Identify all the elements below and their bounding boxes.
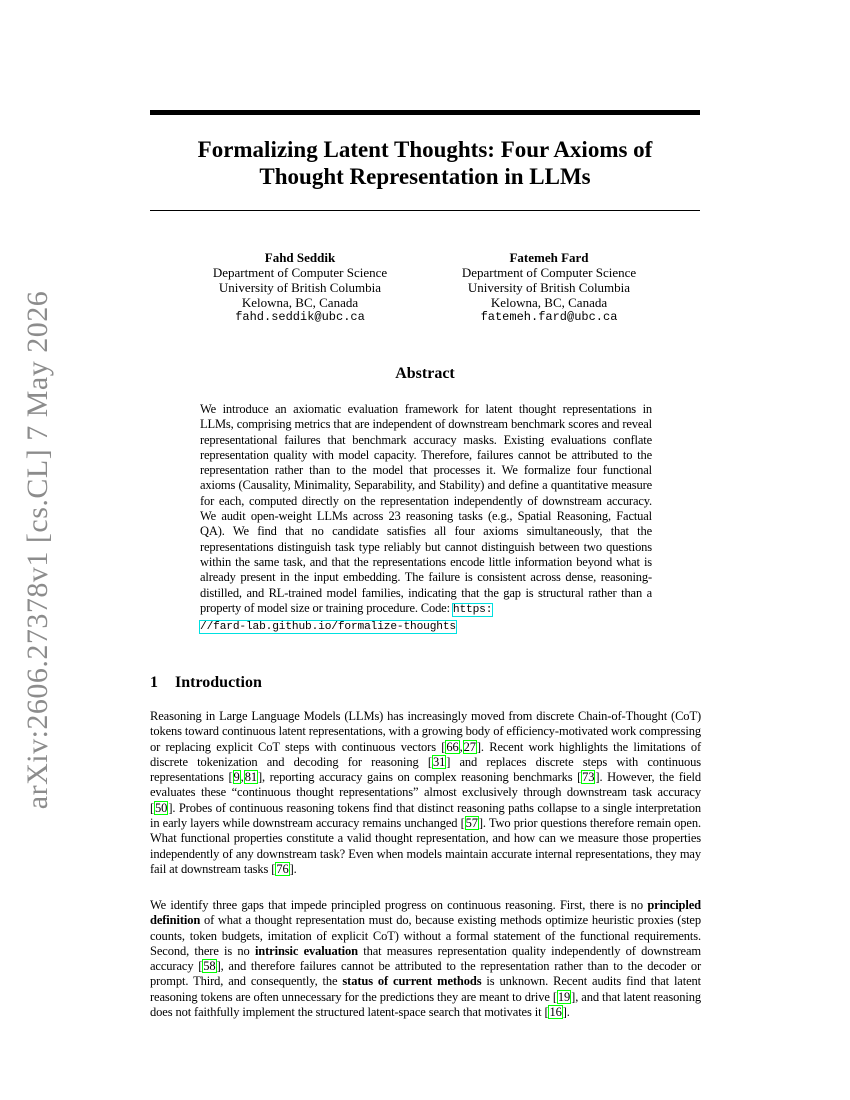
abstract-heading: Abstract [395, 365, 455, 382]
author-name: Fahd Seddik [264, 250, 336, 265]
text-run: and replaces discrete steps with continuous representations [150, 754, 701, 785]
title-line-1: Formalizing Latent Thoughts: Four Axioms of [197, 137, 653, 162]
text-run: We identify three gaps that impede principled progress on continuous reasoning. First, there is no [150, 898, 648, 912]
citation-link[interactable]: 19 [557, 989, 571, 1004]
citation-link[interactable]: 57 [465, 816, 478, 831]
text-run: . However, the field evaluates these “continuous thought representations” almost exclusively through downstream task accuracy [150, 770, 702, 800]
citation-link[interactable]: 73 [582, 770, 595, 785]
text-run: , and that latent reasoning does not faithfully implement the structured latent-space search that motivates it [150, 989, 701, 1020]
text-run: . [566, 1005, 570, 1020]
title-rule-top [150, 110, 700, 115]
code-link-part-1: https: [452, 603, 493, 616]
text-run: , and therefore failures cannot be attributed to the representation rather than to the decoder or prompt. Third, and consequently, the [150, 959, 701, 989]
abstract-text: We introduce an axiomatic evaluation framework for latent thought representations in LLMs, comprising metrics that are independent of downstream benchmark scores and reveal representational failures that benchmark accuracy masks. Existing evaluations conflate representation quality with model capacity. Therefore, failures cannot be attributed to the representation rather than to the model that processes it. We formalize four functional axioms (Causality, Minimality, Separability, and Stability) and define a quantitative measure for each, computed directly on the representation independently of downstream accuracy. We audit open-weight LLMs across 23 reasoning tasks (e.g., Spatial Reasoning, Factual QA). We find that no candidate satisfies all four axioms simultaneously, that the representations distinguish task type reliably but cannot distinguish between two questions within the same task, and that the representations encode little information beyond what is already present in the input embedding. The failure is consistent across dense, reasoning-distilled, and RL-trained model families, indicating that the gap is structural rather than a property of model size or training procedure. Code: [200, 402, 652, 615]
author-university: University of British Columbia [467, 280, 631, 295]
author-location: Kelowna, BC, Canada [241, 295, 359, 310]
citation-link[interactable]: 50 [155, 800, 168, 815]
text-run: . Recent work highlights the limitations of discrete tokenization and decoding for reasoning [150, 739, 702, 769]
author-department: Department of Computer Science [212, 265, 388, 280]
intro-paragraph-2: We identify three gaps that impede principled progress on continuous reasoning. First, there is no principled definition of what a thought representation must do, because existing methods optimize heuristic proxies (step counts, token budgets, imitation of explicit CoT) without a formal statement of the functional requirements. Second, there is no intrinsic evaluation that measures representation quality independently of downstream accuracy [58], and therefore failures cannot be attributed to the representation rather than to the decoder or prompt. Third, and consequently, the status of current methods is unknown. Recent audits find that latent reasoning tokens are often unnecessary for the predictions they are meant to drive [19], and that latent reasoning does not faithfully implement the structured latent-space search that motivates it [16]. [150, 898, 702, 1020]
author-block-1 [180, 250, 420, 325]
citation-link[interactable]: 66 [446, 739, 459, 754]
text-run: of what a thought representation must do, because existing methods optimize heuristic proxies (step counts, token budgets, imitation of explicit CoT) without a formal statement of the functional requirements. Second, there is no [150, 913, 701, 958]
section-heading-introduction [150, 673, 700, 693]
author-email[interactable]: fahd.seddik@ubc.ca [235, 310, 365, 324]
section-number: 1 [150, 674, 158, 691]
text-run: . [293, 861, 297, 876]
author-name: Fatemeh Fard [509, 250, 589, 265]
author-email[interactable]: fatemeh.fard@ubc.ca [480, 310, 618, 324]
text-run: that measures representation quality independently of downstream accuracy [150, 943, 702, 974]
paper-title [150, 136, 700, 190]
text-run: . Two prior questions therefore remain open. What functional properties constitute a valid thought representation, and how can we measure those properties independently of any downstream task? Even when models maintain accurate internal representations, they may fail at downstream tasks [150, 816, 701, 876]
author-block-2 [429, 250, 669, 325]
title-line-2: Thought Representation in LLMs [259, 164, 591, 189]
citation-link[interactable]: 31 [432, 754, 446, 769]
citation-link[interactable]: 76 [276, 861, 289, 876]
emphasis: principled definition [150, 898, 701, 928]
author-location: Kelowna, BC, Canada [490, 295, 608, 310]
text-run: . Probes of continuous reasoning tokens find that distinct reasoning paths collapse to a single interpretation in early layers while downstream accuracy remains unchanged [150, 800, 701, 831]
code-link-part-2: //fard-lab.github.io/formalize-thoughts [200, 621, 456, 634]
author-department: Department of Computer Science [461, 265, 637, 280]
text-run: , reporting accuracy gains on complex reasoning benchmarks [262, 770, 578, 785]
citation-link[interactable]: 16 [549, 1005, 562, 1020]
abstract-body [200, 402, 652, 635]
citation-link[interactable]: 27 [463, 739, 476, 754]
citation-link[interactable]: 58 [203, 959, 216, 974]
emphasis: intrinsic evaluation [254, 943, 358, 958]
title-rule-bottom [150, 210, 700, 211]
text-run: is unknown. Recent audits find that latent reasoning tokens are often unnecessary for the predictions they are meant to drive [150, 974, 701, 1004]
citation-link[interactable]: 9 [233, 770, 240, 785]
intro-paragraph-1: Reasoning in Large Language Models (LLMs) has increasingly moved from discrete Chain-of-Thought (CoT) tokens toward continuous latent representations, with a growing body of efficiency-motivated work compressing or replacing explicit CoT steps with continuous vectors [66,27]. Recent work highlights the limitations of discrete tokenization and decoding for reasoning [31] and replaces discrete steps with continuous representations [9,81], reporting accuracy gains on complex reasoning benchmarks [73]. However, the field evaluates these “continuous thought representations” almost exclusively through downstream task accuracy [50]. Probes of continuous reasoning tokens find that distinct reasoning paths collapse to a single interpretation in early layers while downstream accuracy remains unchanged [57]. Two prior questions therefore remain open. What functional properties constitute a valid thought representation, and how can we measure those properties independently of any downstream task? Even when models maintain accurate internal representations, they may fail at downstream tasks [76]. [150, 709, 702, 876]
emphasis: status of current methods [342, 974, 482, 989]
citation-link[interactable]: 81 [244, 770, 257, 785]
text-run: Reasoning in Large Language Models (LLMs) has increasingly moved from discrete Chain-of-Thought (CoT) tokens toward continuous latent representations, with a growing body of efficiency-motivated work compressing or replacing explicit CoT steps with continuous vectors [150, 709, 701, 754]
author-university: University of British Columbia [218, 280, 382, 295]
arxiv-stamp[interactable]: arXiv:2606.27378v1 [cs.CL] 7 May 2026 [21, 290, 54, 810]
section-title: Introduction [175, 674, 262, 691]
